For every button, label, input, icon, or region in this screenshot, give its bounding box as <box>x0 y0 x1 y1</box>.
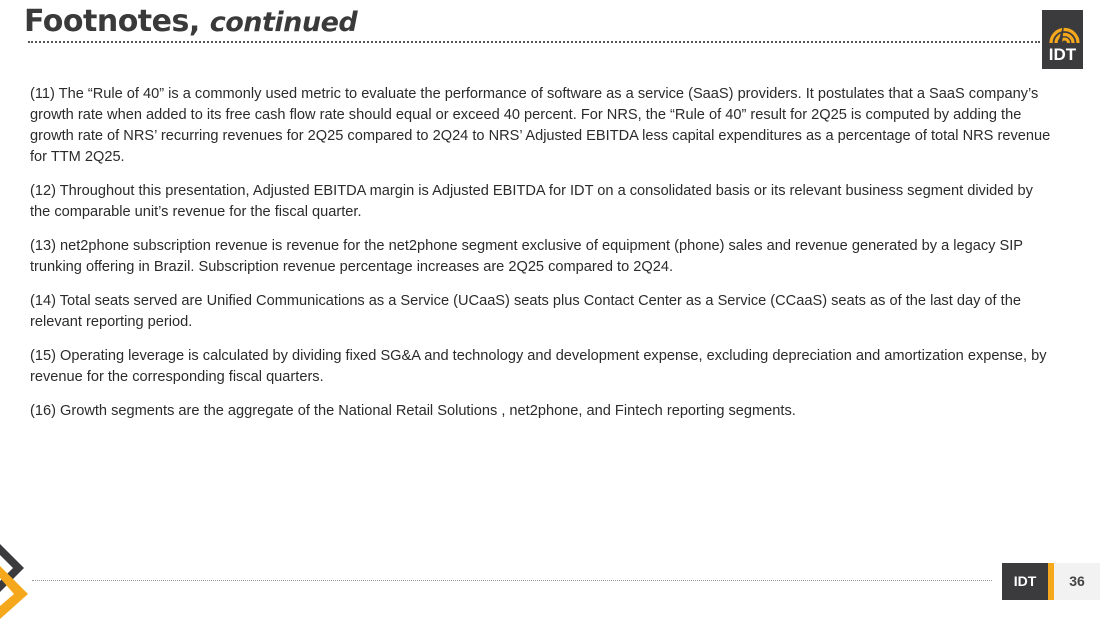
title-italic: continued <box>209 7 358 38</box>
footnote-14: (14) Total seats served are Unified Communications as a Service (UCaaS) seats plus Contact Center as a Service (CCaaS) seats as of the last day of the relevant reporting period. <box>30 293 1021 330</box>
logo-text: IDT <box>1048 45 1077 64</box>
footer-brand: IDT <box>1002 563 1048 600</box>
chevron-decoration-icon <box>0 540 30 619</box>
footnote-11: (11) The “Rule of 40” is a commonly used metric to evaluate the performance of software as a service (SaaS) providers. It postulates that a SaaS company’s growth rate when added to its free cash flow rate should equal or exceed 40 percent. For NRS, the “Rule of 40” result for 2Q25 is computed by adding the growth rate of NRS’ recurring revenues for 2Q25 compared to 2Q24 to NRS’ Adjusted EBITDA less capital expenditures as a percentage of total NRS revenue for TTM 2Q25. <box>30 86 1051 165</box>
footnotes-list <box>30 84 1055 435</box>
title-main: Footnotes, <box>24 4 200 39</box>
page-number: 36 <box>1054 563 1100 600</box>
title-divider <box>28 41 1040 43</box>
page-title <box>24 4 357 39</box>
idt-logo <box>1042 10 1083 69</box>
footnote-15: (15) Operating leverage is calculated by dividing fixed SG&A and technology and development expense, excluding depreciation and amortization expense, by revenue for the corresponding fiscal quarters. <box>30 348 1047 385</box>
footer-divider <box>32 580 992 581</box>
footnote-13: (13) net2phone subscription revenue is revenue for the net2phone segment exclusive of equipment (phone) sales and revenue generated by a legacy SIP trunking offering in Brazil. Subscription revenue percentage increases are 2Q25 compared to 2Q24. <box>30 238 1023 275</box>
footnote-12: (12) Throughout this presentation, Adjusted EBITDA margin is Adjusted EBITDA for IDT on a consolidated basis or its relevant business segment divided by the comparable unit’s revenue for the fiscal quarter. <box>30 183 1033 220</box>
footnote-16: (16) Growth segments are the aggregate of the National Retail Solutions , net2phone, and Fintech reporting segments. <box>30 403 796 419</box>
idt-logo-icon <box>1047 15 1082 47</box>
